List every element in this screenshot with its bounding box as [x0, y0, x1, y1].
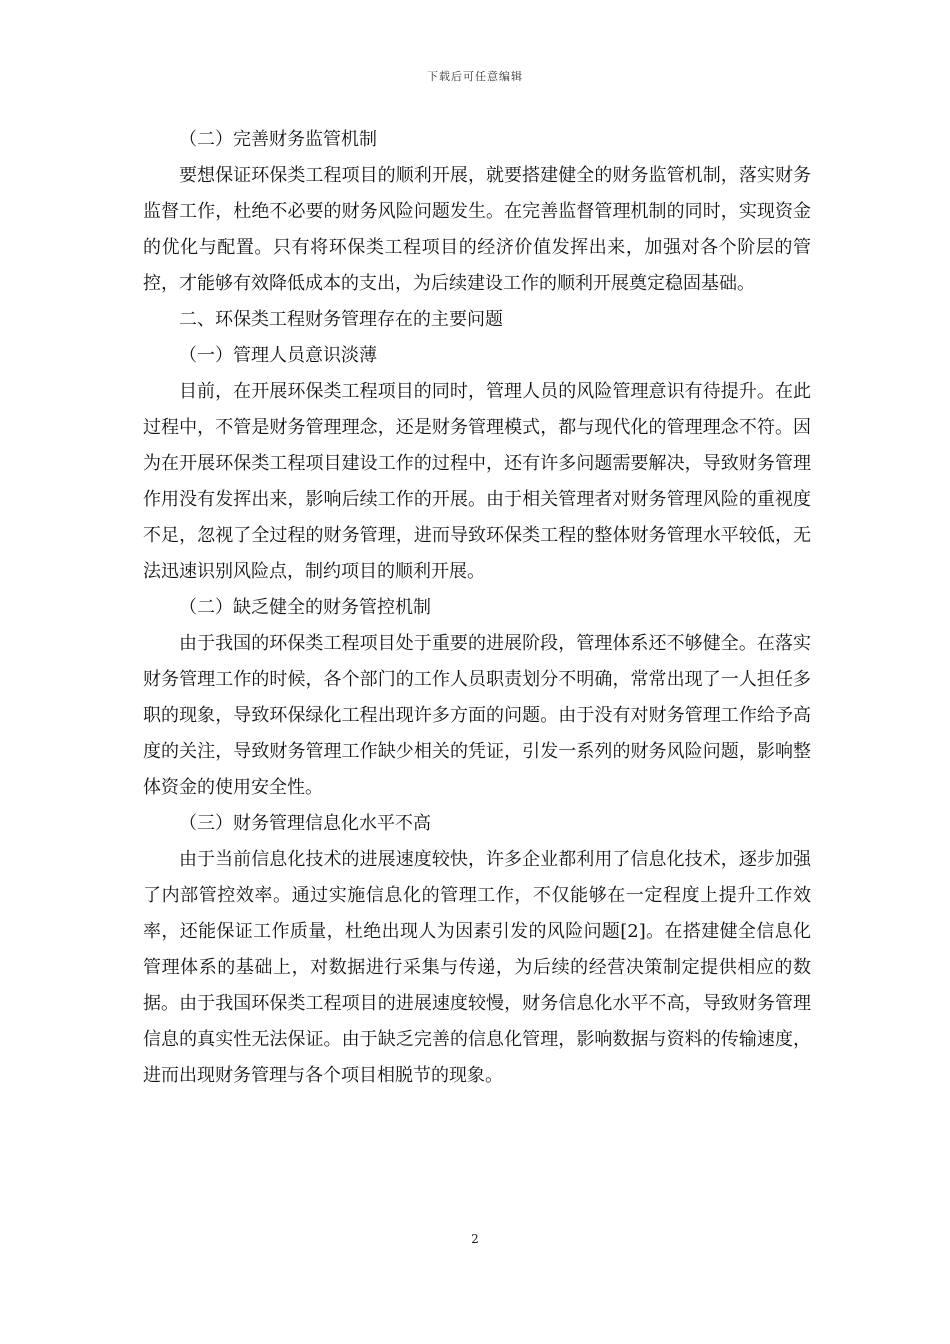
- section-heading: 二、环保类工程财务管理存在的主要问题: [179, 309, 503, 330]
- body-paragraph: 由于我国的环保类工程项目处于重要的进展阶段，管理体系还不够健全。在落实财务管理工作的时候，各个部门的工作人员职责划分不明确，常常出现了一人担任多职的现象，导致环保绿化工程出现许多方面的问题。由于没有对财务管理工作给予高度的关注，导致财务管理工作缺少相关的凭证，引发一系列的财务风险问题，影响整体资金的使用安全性。: [143, 633, 811, 798]
- document-body: [143, 122, 811, 1094]
- page-header-note: 下载后可任意编辑: [427, 70, 523, 83]
- section-heading: （三）财务管理信息化水平不高: [179, 813, 431, 834]
- section-heading: （二）缺乏健全的财务管控机制: [179, 597, 431, 618]
- page-number: 2: [471, 1232, 479, 1246]
- section-heading: （一）管理人员意识淡薄: [179, 345, 377, 366]
- body-paragraph: 由于当前信息化技术的进展速度较快，许多企业都利用了信息化技术，逐步加强了内部管控效率。通过实施信息化的管理工作，不仅能够在一定程度上提升工作效率，还能保证工作质量，杜绝出现人为因素引发的风险问题[2]。在搭建健全信息化管理体系的基础上，对数据进行采集与传递，为后续的经营决策制定提供相应的数据。由于我国环保类工程项目的进展速度较慢，财务信息化水平不高，导致财务管理信息的真实性无法保证。由于缺乏完善的信息化管理，影响数据与资料的传输速度，进而出现财务管理与各个项目相脱节的现象。: [143, 849, 811, 1086]
- body-paragraph: 要想保证环保类工程项目的顺利开展，就要搭建健全的财务监管机制，落实财务监督工作，杜绝不必要的财务风险问题发生。在完善监督管理机制的同时，实现资金的优化与配置。只有将环保类工程项目的经济价值发挥出来，加强对各个阶层的管控，才能够有效降低成本的支出，为后续建设工作的顺利开展奠定稳固基础。: [143, 165, 811, 294]
- body-paragraph: 目前，在开展环保类工程项目的同时，管理人员的风险管理意识有待提升。在此过程中，不管是财务管理理念，还是财务管理模式，都与现代化的管理理念不符。因为在开展环保类工程项目建设工作的过程中，还有许多问题需要解决，导致财务管理作用没有发挥出来，影响后续工作的开展。由于相关管理者对财务管理风险的重视度不足，忽视了全过程的财务管理，进而导致环保类工程的整体财务管理水平较低，无法迅速识别风险点，制约项目的顺利开展。: [143, 381, 811, 582]
- section-heading: （二）完善财务监管机制: [179, 129, 377, 150]
